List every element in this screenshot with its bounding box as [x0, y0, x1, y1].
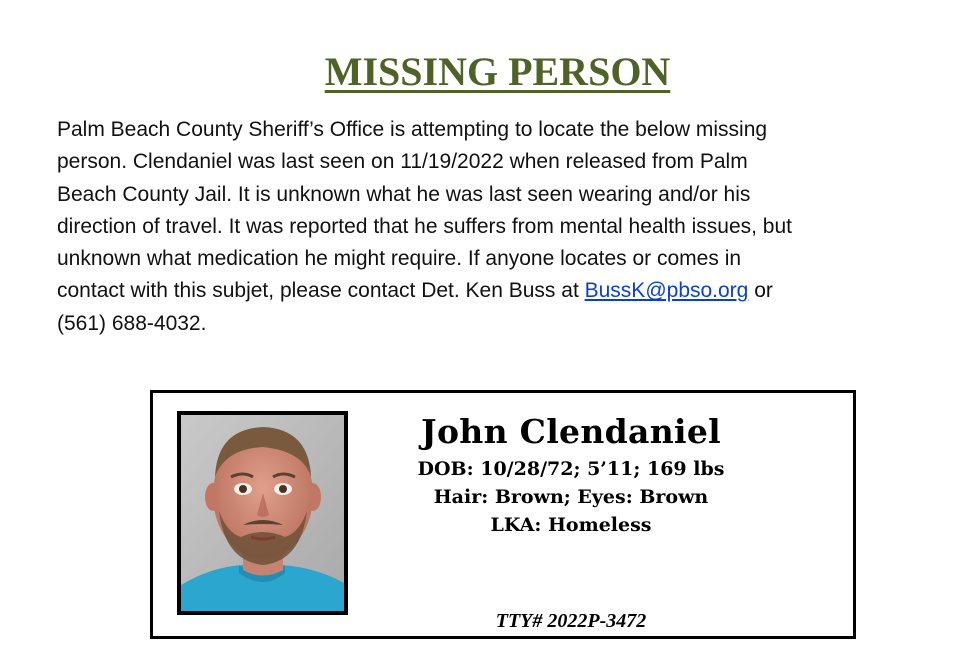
notice-line: unknown what medication he might require. If anyone locates or comes in — [57, 247, 742, 271]
notice-line: (561) 688-4032. — [57, 311, 207, 335]
mugshot-photo — [177, 411, 348, 615]
contact-text-after: or — [748, 279, 773, 303]
notice-line: Beach County Jail. It is unknown what he was last seen wearing and/or his — [57, 182, 751, 206]
person-name: John Clendaniel — [421, 412, 721, 451]
person-details — [371, 409, 771, 539]
notice-line-contact — [57, 275, 937, 307]
hair-eyes-line: Hair: Brown; Eyes: Brown — [433, 486, 709, 508]
lka-line: LKA: Homeless — [490, 514, 652, 536]
contact-text: contact with this subjet, please contact Det. Ken Buss at — [57, 279, 585, 303]
page-title: MISSING PERSON — [324, 49, 671, 94]
email-link[interactable]: BussK@pbso.org — [584, 279, 749, 303]
tty-number: TTY# 2022P-3472 — [495, 610, 647, 632]
dob-line: DOB: 10/28/72; 5’11; 169 lbs — [417, 458, 725, 480]
person-card — [150, 390, 856, 639]
mugshot-illustration — [181, 415, 344, 611]
notice-line: person. Clendaniel was last seen on 11/19/2022 when released from Palm — [57, 150, 748, 174]
notice-line: Palm Beach County Sheriff’s Office is attempting to locate the below missing — [57, 118, 768, 141]
notice-text — [57, 114, 937, 340]
notice-line: direction of travel. It was reported that he suffers from mental health issues, but — [57, 214, 792, 238]
